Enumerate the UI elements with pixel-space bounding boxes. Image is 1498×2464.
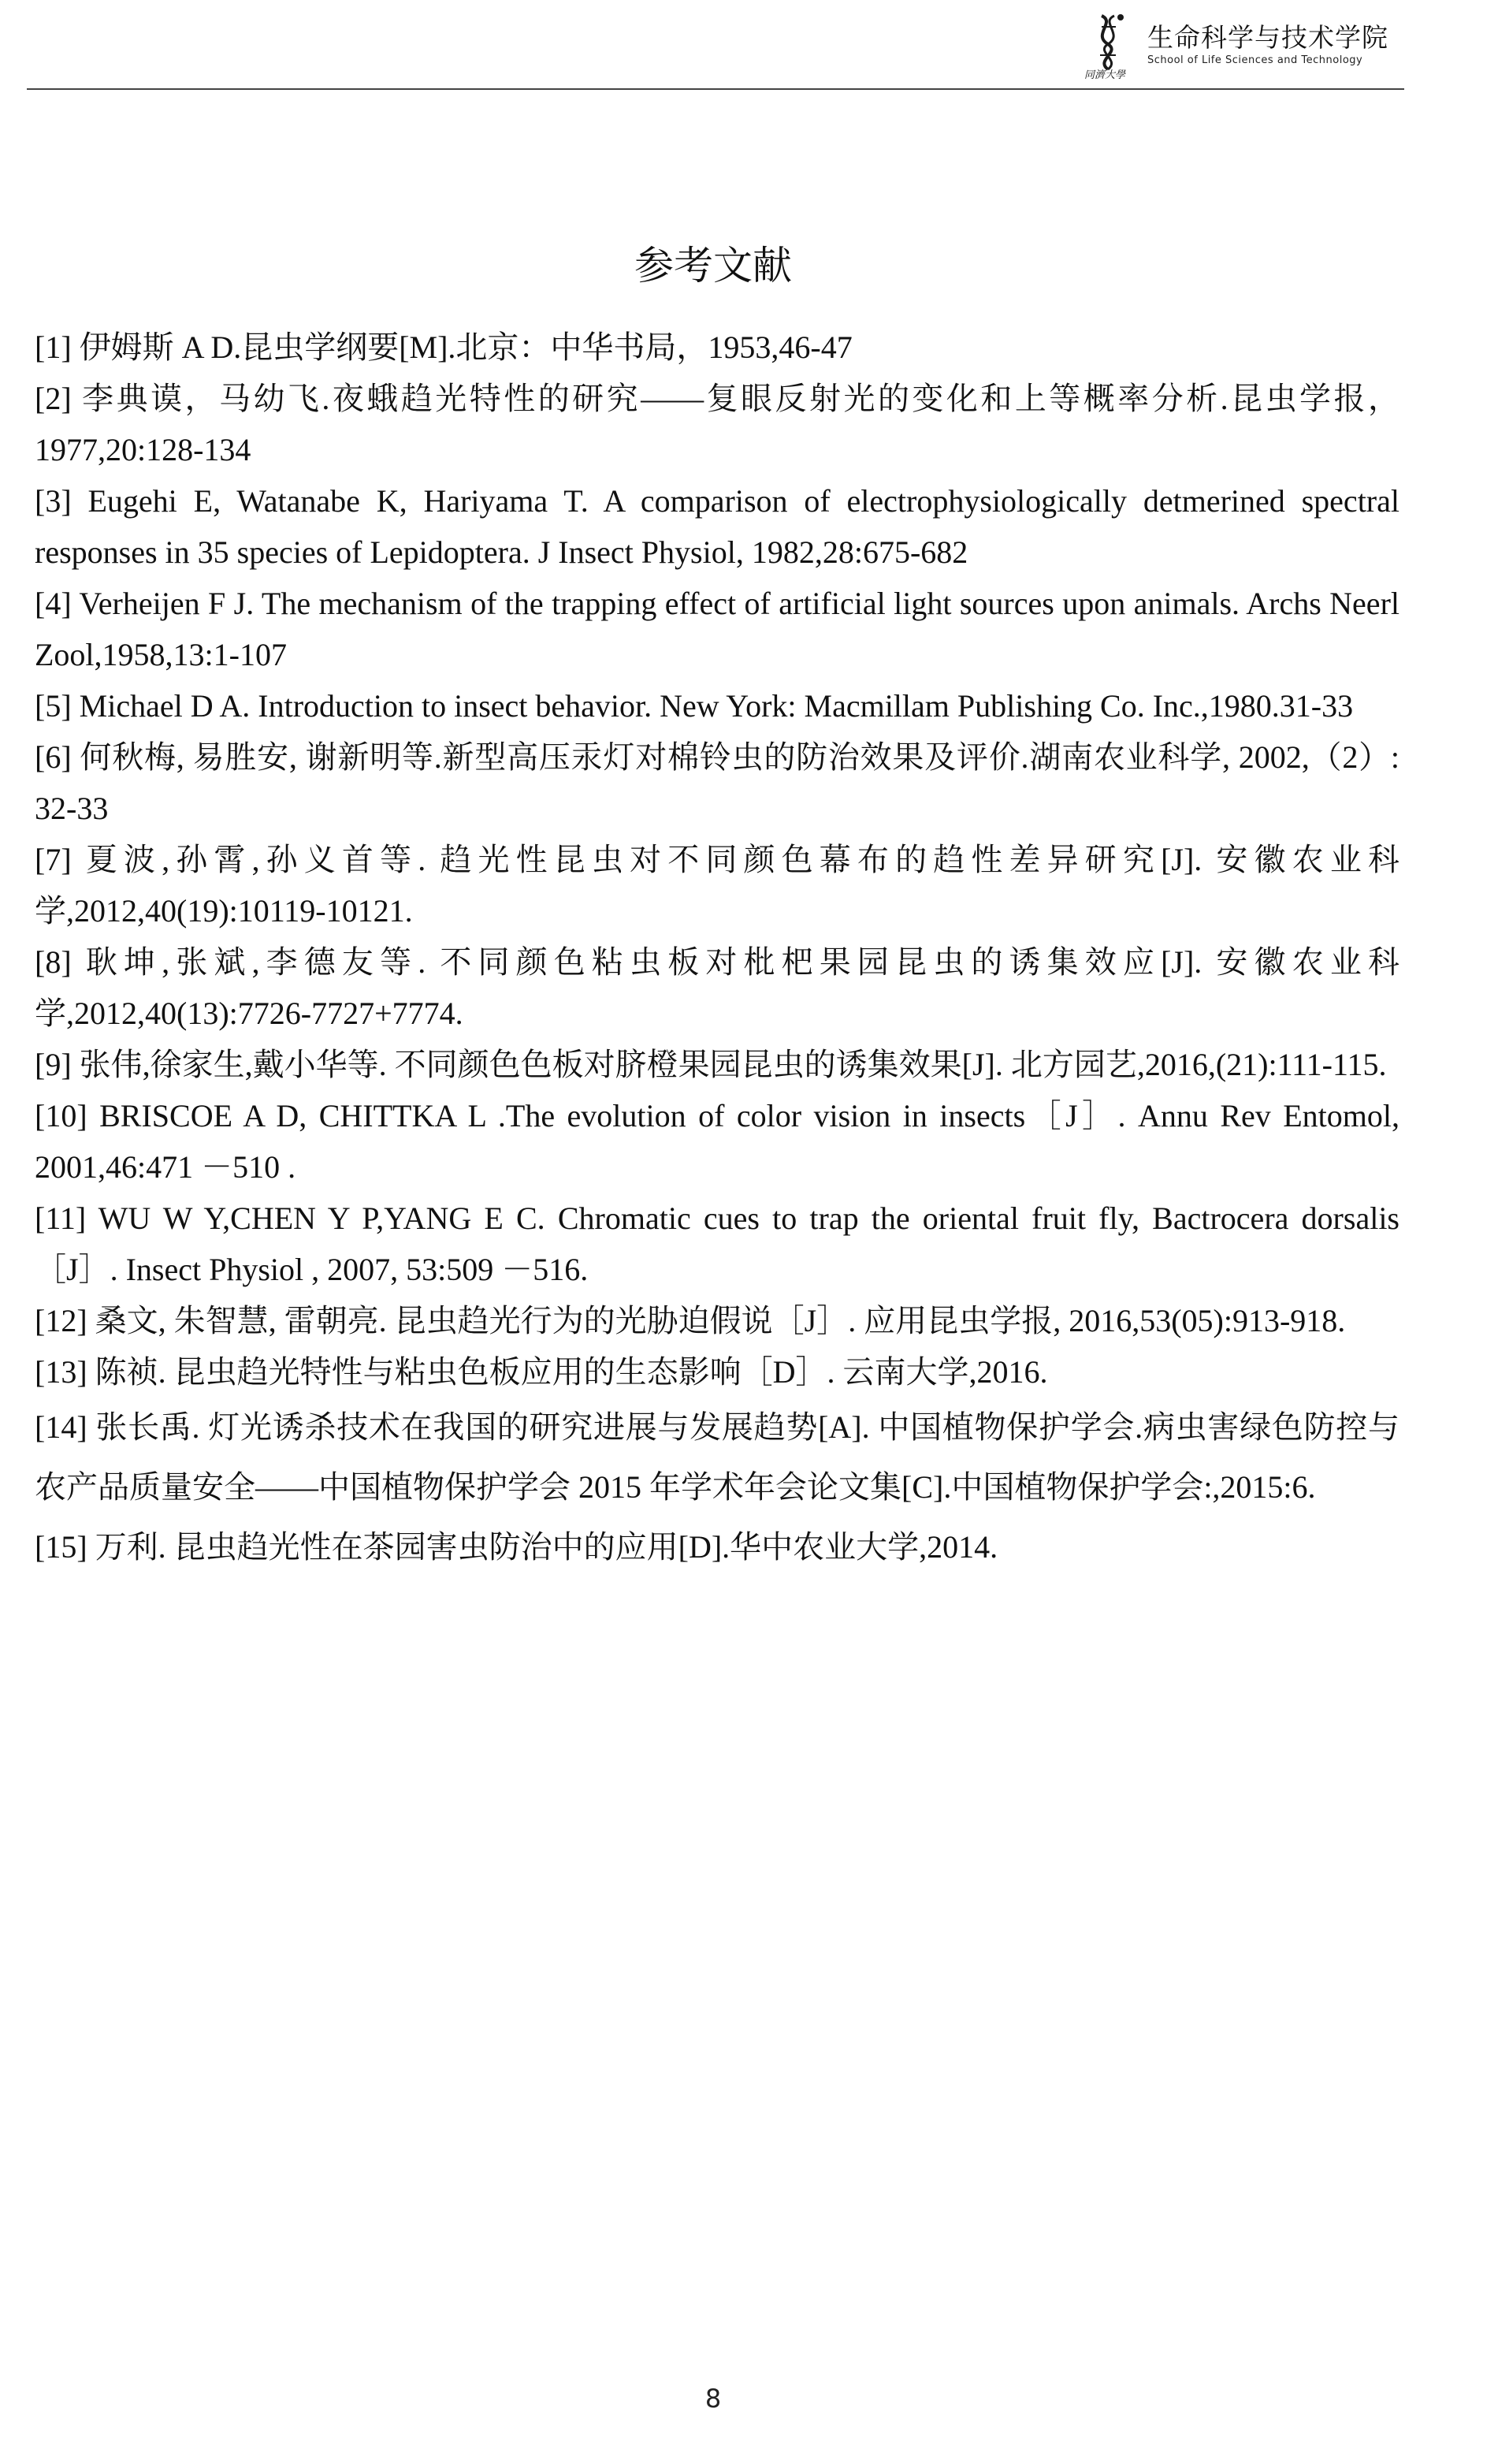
university-wordmark: 同濟大學 bbox=[1084, 69, 1126, 81]
reference-item: [12] 桑文, 朱智慧, 雷朝亮. 昆虫趋光行为的光胁迫假说［J］. 应用昆虫学报, 2016,53(05):913-918. bbox=[35, 1303, 1346, 1338]
reference-item: [6] 何秋梅, 易胜安, 谢新明等.新型高压汞灯对棉铃虫的防治效果及评价.湖南农业科学, 2002,（2）: 32-33 bbox=[35, 739, 1399, 826]
reference-list bbox=[35, 322, 1399, 1577]
page-title: 参考文献 bbox=[634, 243, 792, 288]
reference-item: [4] Verheijen F J. The mechanism of the trapping effect of artificial light sources upon animals. Archs Neerl Zool,1958,13:1-107 bbox=[35, 586, 1399, 672]
school-logo bbox=[1084, 9, 1388, 80]
reference-item: [14] 张长禹. 灯光诱杀技术在我国的研究进展与发展趋势[A]. 中国植物保护学会.病虫害绿色防控与农产品质量安全——中国植物保护学会 2015 年学术年会论文集[C].中国植物保护学会:,2015:6. bbox=[35, 1409, 1399, 1505]
reference-item: [2] 李典谟，马幼飞.夜蛾趋光特性的研究——复眼反射光的变化和上等概率分析.昆虫学报，1977,20:128-134 bbox=[35, 381, 1399, 467]
reference-item: [8] 耿坤,张斌,李德友等. 不同颜色粘虫板对枇杷果园昆虫的诱集效应[J]. 安徽农业科学,2012,40(13):7726-7727+7774. bbox=[35, 944, 1399, 1031]
reference-item: [10] BRISCOE A D, CHITTKA L .The evolution of color vision in insects［J］. Annu Rev Entomol, 2001,46:471 －510 . bbox=[35, 1098, 1399, 1185]
page-number: 8 bbox=[704, 2384, 722, 2414]
reference-item: [3] Eugehi E, Watanabe K, Hariyama T. A comparison of electrophysiologically detmerined spectral responses in 35 species of Lepidoptera. J Insect Physiol, 1982,28:675-682 bbox=[35, 483, 1399, 570]
reference-item: [13] 陈祯. 昆虫趋光特性与粘虫色板应用的生态影响［D］. 云南大学,2016. bbox=[35, 1354, 1048, 1390]
reference-item: [5] Michael D A. Introduction to insect behavior. New York: Macmillam Publishing Co. Inc.,1980.31-33 bbox=[35, 688, 1354, 724]
school-name-en: School of Life Sciences and Technology bbox=[1147, 54, 1363, 66]
reference-item: [11] WU W Y,CHEN Y P,YANG E C. Chromatic cues to trap the oriental fruit fly, Bactrocera dorsalis［J］. Insect Physiol , 2007, 53:509 －516. bbox=[35, 1200, 1399, 1287]
reference-item: [15] 万利. 昆虫趋光性在茶园害虫防治中的应用[D].华中农业大学,2014. bbox=[35, 1529, 998, 1565]
school-name-cn: 生命科学与技术学院 bbox=[1147, 22, 1388, 53]
reference-item: [9] 张伟,徐家生,戴小华等. 不同颜色色板对脐橙果园昆虫的诱集效果[J]. 北方园艺,2016,(21):111-115. bbox=[35, 1047, 1387, 1082]
page-header bbox=[27, 0, 1404, 90]
reference-item: [1] 伊姆斯 A D.昆虫学纲要[M].北京：中华书局，1953,46-47 bbox=[35, 329, 853, 365]
helix-logo-icon bbox=[1084, 11, 1144, 79]
reference-item: [7] 夏波,孙霄,孙义首等. 趋光性昆虫对不同颜色幕布的趋性差异研究[J]. 安徽农业科学,2012,40(19):10119-10121. bbox=[35, 842, 1399, 929]
